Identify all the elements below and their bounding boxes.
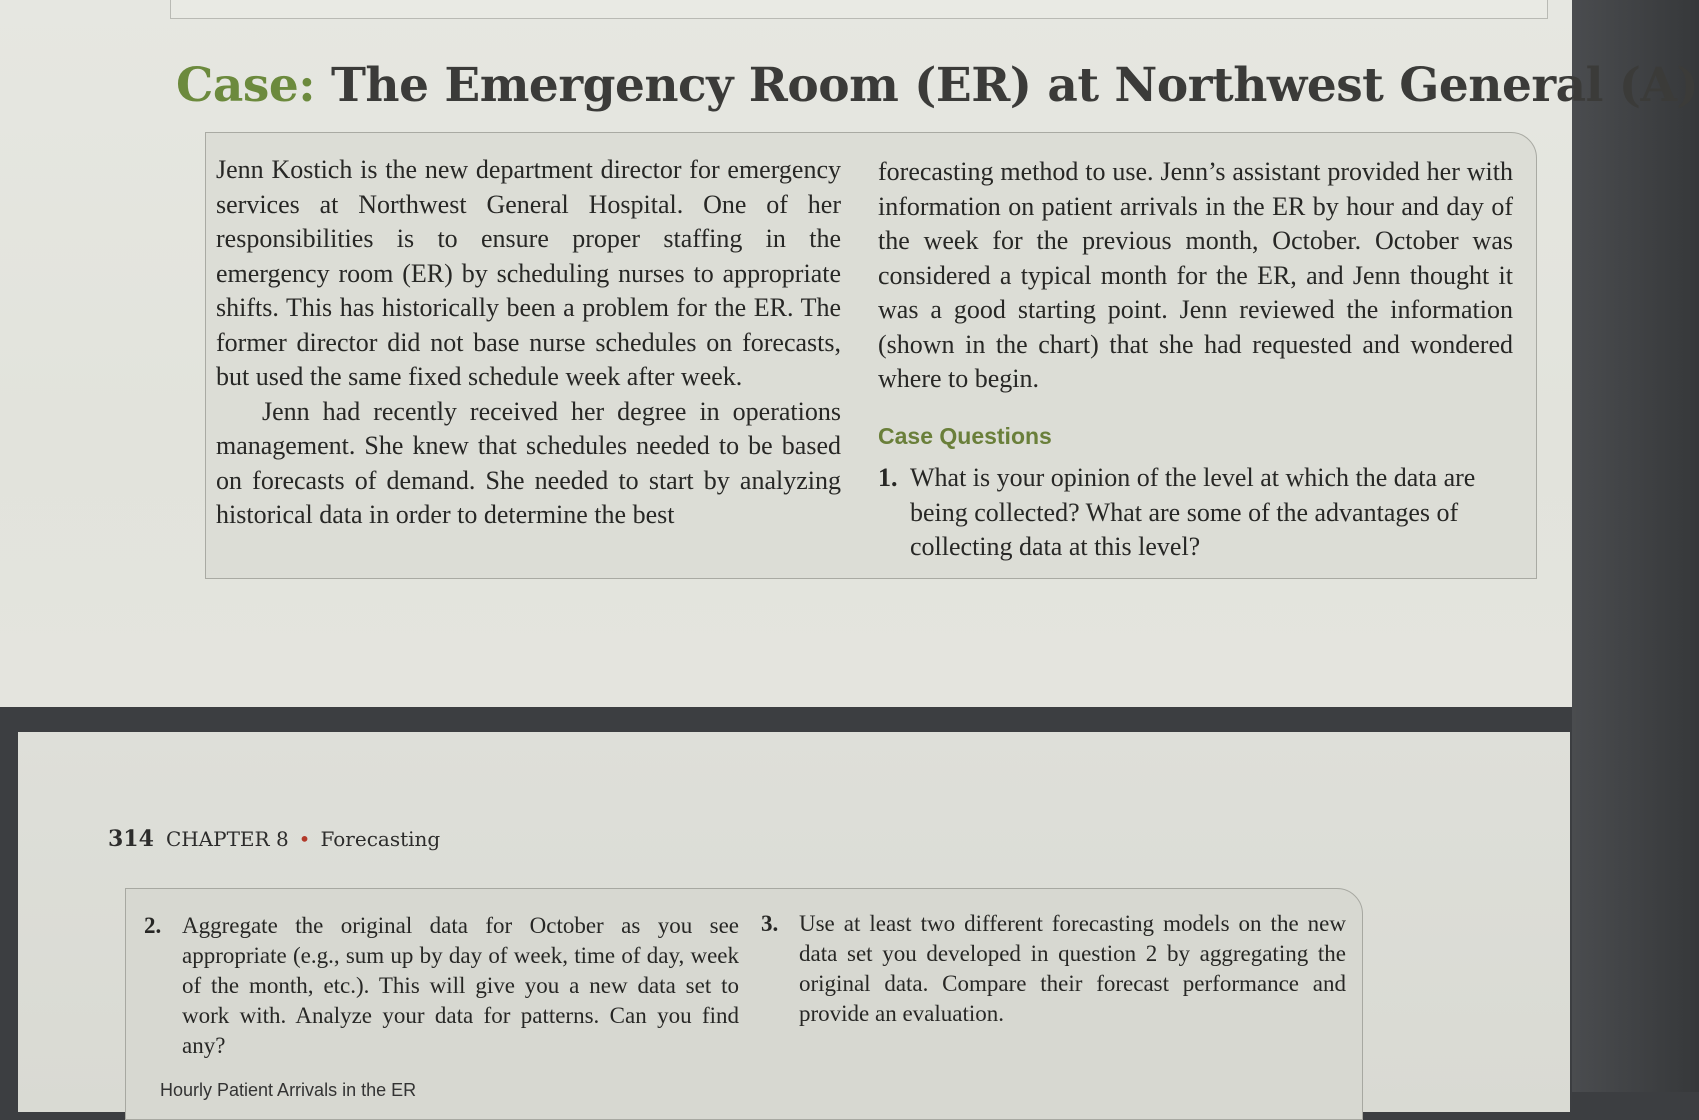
monitor-edge	[1572, 0, 1699, 1092]
running-head	[108, 826, 440, 852]
chart-caption-cut-off: Hourly Patient Arrivals in the ER	[160, 1080, 417, 1100]
case-right-column	[878, 155, 1513, 565]
questions-left-column	[144, 911, 739, 1061]
question-number: 3.	[761, 911, 779, 936]
case-questions-heading: Case Questions	[878, 422, 1052, 449]
case-paragraph-1: Jenn Kostich is the new department director for emergency services at Northwest General Hospital. One of her responsibilities is to ensure proper staffing in the emergency room (ER) by scheduling nurses to appropriate shifts. This has historically been a problem for the ER. The former director did not base nurse schedules on forecasts, but used the same fixed schedule week after week.	[216, 155, 841, 391]
questions-right-column	[761, 909, 1346, 1029]
bullet-separator: •	[298, 827, 311, 851]
question-number: 2.	[144, 913, 162, 938]
question-text: What is your opinion of the level at which the data are being collected? What are some of the advantages of collecting data at this level?	[910, 463, 1476, 561]
previous-box-edge	[170, 0, 1548, 19]
case-label: Case:	[176, 58, 316, 113]
question-text: Aggregate the original data for October as you see appropriate (e.g., sum up by day of week, time of day, week of the month, etc.). This will give you a new data set to work with. Analyze your data for patterns. Can you find any?	[182, 913, 739, 1058]
case-title-text: The Emergency Room (ER) at Northwest General (A)	[330, 58, 1699, 113]
case-paragraph-2: Jenn had recently received her degree in operations management. She knew that schedules needed to be based on forecasts of demand. She needed to start by analyzing historical data in order to determine the best	[216, 396, 841, 529]
case-title	[176, 58, 1698, 113]
case-left-column	[216, 153, 841, 533]
question-number: 1.	[878, 463, 898, 492]
question-2	[144, 911, 739, 1061]
chapter-label: CHAPTER 8	[165, 827, 289, 851]
question-1	[878, 461, 1513, 565]
case-paragraph-3: forecasting method to use. Jenn’s assistant provided her with information on patient arrivals in the ER by hour and day of the week for the previous month, October. October was considered a typical month for the ER, and Jenn thought it was a good starting point. Jenn reviewed the information (shown in the chart) that she had requested and wondered where to begin.	[878, 157, 1513, 393]
question-text: Use at least two different forecasting models on the new data set you developed in question 2 by aggregating the original data. Compare their forecast performance and provide an evaluation.	[799, 911, 1346, 1026]
question-3	[761, 909, 1346, 1029]
page-number: 314	[108, 826, 154, 852]
case-questions-list	[878, 461, 1513, 565]
section-label: Forecasting	[320, 827, 441, 851]
case-text-box	[205, 132, 1537, 579]
